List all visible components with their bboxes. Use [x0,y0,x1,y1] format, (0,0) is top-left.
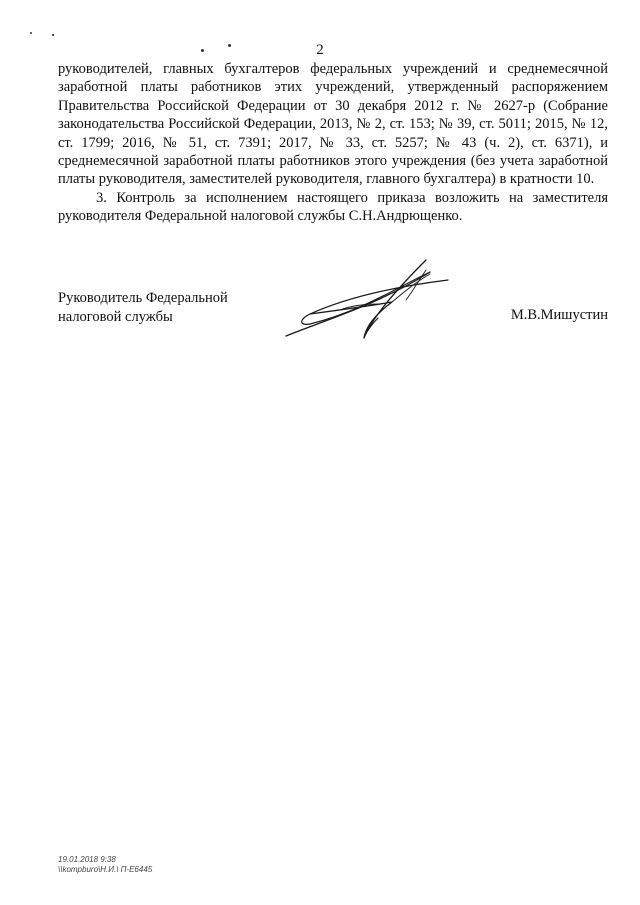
paragraph-continuation: руководителей, главных бухгалтеров федеральных учреждений и среднемесячной заработной платы работников этих учреждений, утвержденный распоряжением Правительства Российской Федерации от 30 декабря 2012 г. № 2627-р (Собрание законодательства Российской Федерации, 2013, № 2, ст. 153; № 39, ст. 5011; 2015, № 12, ст. 1799; 2016, № 51, ст. 7391; 2017, № 33, ст. 5257; № 43 (ч. 2), ст. 6371), и среднемесячной заработной платы работников этого учреждения (без учета заработной платы руководителя, заместителей руководителя, главного бухгалтера) в кратности 10. [58,61,608,188]
scan-speck [30,32,32,34]
body-text [58,60,608,226]
handwritten-signature [280,252,460,350]
stamp-datetime: 19.01.2018 9:38 [58,855,116,864]
stamp-file-path: \\kompburo\Н.И.\ П-Е6445 [58,865,153,874]
signatory-title [58,289,228,327]
page-number: 2 [316,42,324,58]
signatory-title-line2: налоговой службы [58,309,173,325]
signatory-title-line1: Руководитель Федеральной [58,290,228,306]
scan-speck [52,34,54,36]
paragraph-control-clause: 3. Контроль за исполнением настоящего приказа возложить на заместителя руководителя Федеральной налоговой службы С.Н.Андрющенко. [58,189,608,225]
footer-stamp [58,855,152,875]
signatory-name: М.В.Мишустин [510,307,608,323]
